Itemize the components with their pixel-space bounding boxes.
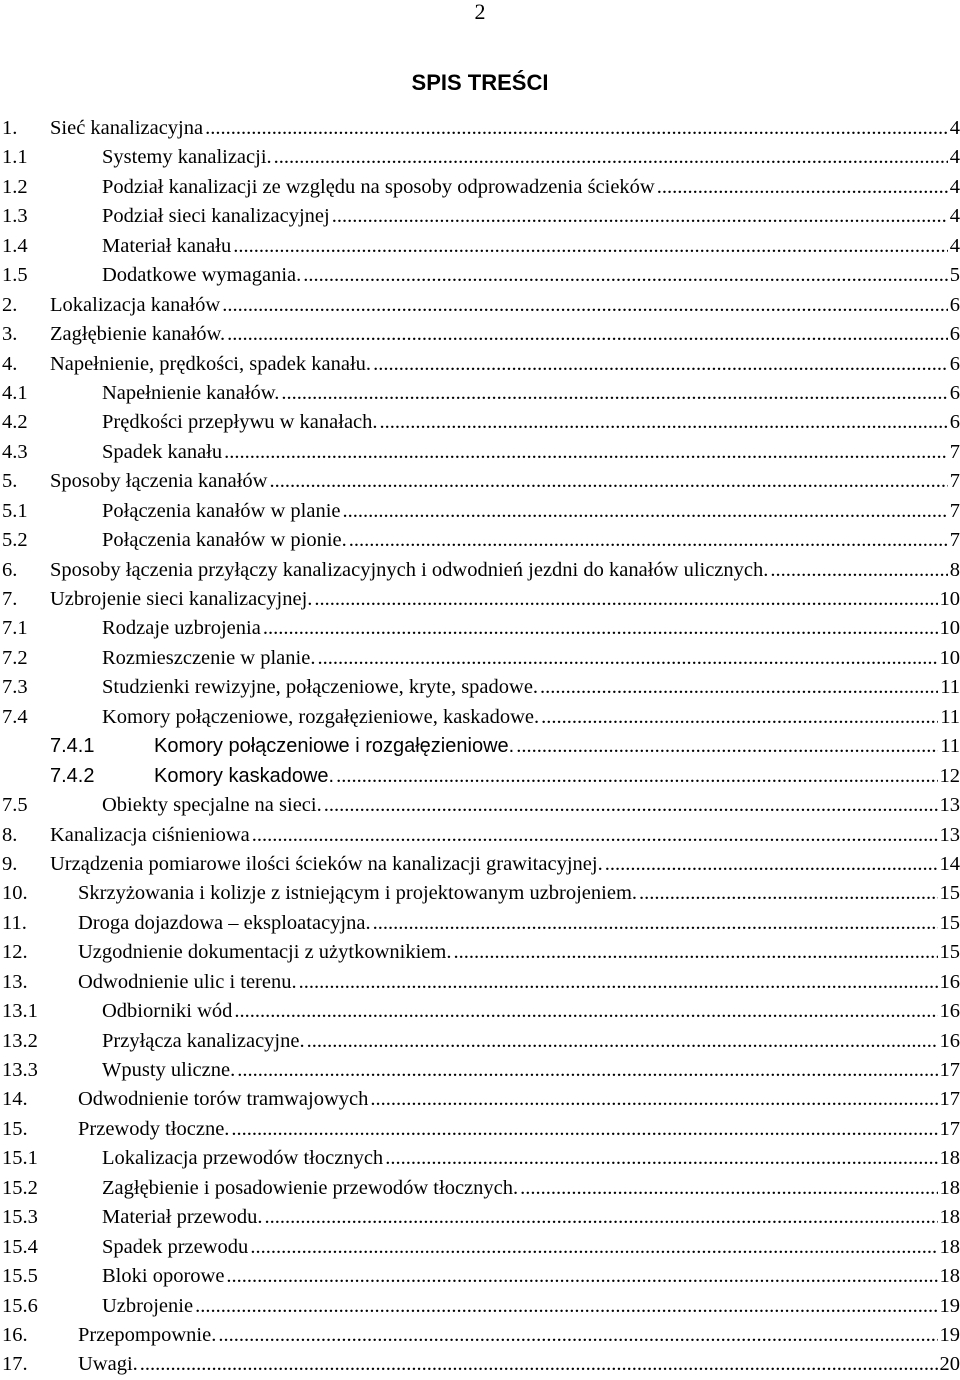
- toc-entry[interactable]: [2, 173, 960, 202]
- toc-entry-number: 15.1: [2, 1144, 38, 1173]
- toc-entry-page: 17: [938, 1115, 960, 1144]
- toc-entry-number: 13.: [2, 968, 28, 997]
- toc-entry-number: 11.: [2, 909, 27, 938]
- toc-entry-title: Sieć kanalizacyjna: [50, 114, 205, 143]
- toc-entry[interactable]: [2, 1144, 960, 1173]
- toc-entry-number: 7.4.1: [50, 732, 94, 761]
- toc-entry-page: 16: [938, 997, 960, 1026]
- toc-leader-dots: [349, 526, 948, 555]
- toc-entry-number: 8.: [2, 821, 17, 850]
- toc-entry[interactable]: [2, 732, 960, 761]
- toc-entry-page: 4: [948, 173, 960, 202]
- toc-entry[interactable]: [2, 379, 960, 408]
- toc-entry-title: Skrzyżowania i kolizje z istniejącym i projektowanym uzbrojeniem.: [78, 879, 639, 908]
- toc-entry-title: Bloki oporowe: [102, 1262, 226, 1291]
- toc-entry-page: 12: [938, 762, 960, 791]
- toc-entry-number: 7.1: [2, 614, 28, 643]
- toc-leader-dots: [336, 762, 937, 791]
- toc-entry[interactable]: [2, 556, 960, 585]
- toc-entry-title: Komory połączeniowe, rozgałęzieniowe, kaskadowe.: [102, 703, 541, 732]
- toc-entry-title: Rodzaje uzbrojenia: [102, 614, 263, 643]
- toc-entry[interactable]: [2, 143, 960, 172]
- toc-entry-title: Przepompownie.: [78, 1321, 218, 1350]
- toc-entry-page: 11: [938, 732, 960, 761]
- toc-entry-number: 13.1: [2, 997, 38, 1026]
- toc-leader-dots: [265, 1203, 938, 1232]
- toc-entry[interactable]: [2, 1056, 960, 1085]
- toc-entry-number: 7.4.2: [50, 762, 94, 791]
- toc-entry[interactable]: [2, 821, 960, 850]
- toc-entry-title: Rozmieszczenie w planie.: [102, 644, 317, 673]
- toc-entry-page: 18: [938, 1233, 960, 1262]
- toc-entry[interactable]: [2, 644, 960, 673]
- toc-entry-page: 17: [938, 1085, 960, 1114]
- toc-entry-title: Materiał kanału: [102, 232, 233, 261]
- toc-entry[interactable]: [2, 879, 960, 908]
- toc-entry-page: 17: [938, 1056, 960, 1085]
- toc-leader-dots: [205, 114, 948, 143]
- toc-entry[interactable]: [2, 968, 960, 997]
- toc-entry-page: 7: [948, 467, 960, 496]
- toc-entry-page: 13: [938, 821, 960, 850]
- toc-entry-title: Systemy kanalizacji.: [102, 143, 274, 172]
- toc-entry[interactable]: [2, 850, 960, 879]
- toc-entry-number: 6.: [2, 556, 17, 585]
- toc-entry-number: 15.3: [2, 1203, 38, 1232]
- toc-leader-dots: [540, 673, 938, 702]
- toc-entry-title: Przyłącza kanalizacyjne.: [102, 1027, 307, 1056]
- toc-leader-dots: [226, 1262, 937, 1291]
- toc-entry-page: 6: [948, 291, 960, 320]
- toc-leader-dots: [269, 467, 947, 496]
- toc-entry[interactable]: [2, 791, 960, 820]
- toc-entry-title: Zagłębienie kanałów.: [50, 320, 227, 349]
- toc-entry-number: 13.3: [2, 1056, 38, 1085]
- toc-entry-title: Połączenia kanałów w planie: [102, 497, 343, 526]
- toc-entry-title: Odbiorniki wód: [102, 997, 234, 1026]
- toc-entry-page: 4: [948, 232, 960, 261]
- toc-entry-page: 7: [948, 526, 960, 555]
- toc-leader-dots: [274, 143, 948, 172]
- toc-leader-dots: [541, 703, 938, 732]
- toc-leader-dots: [234, 997, 937, 1026]
- toc-entry-title: Sposoby łączenia przyłączy kanalizacyjnych i odwodnień jezdni do kanałów ulicznych.: [50, 556, 770, 585]
- toc-entry[interactable]: [2, 467, 960, 496]
- toc-entry-page: 11: [938, 673, 960, 702]
- toc-leader-dots: [263, 614, 938, 643]
- toc-entry[interactable]: [2, 291, 960, 320]
- toc-leader-dots: [250, 1233, 937, 1262]
- toc-title: SPIS TREŚCI: [0, 70, 960, 96]
- toc-entry[interactable]: [2, 1027, 960, 1056]
- toc-entry-title: Napełnienie kanałów.: [102, 379, 281, 408]
- toc-entry-title: Uwagi.: [78, 1350, 140, 1379]
- toc-entry[interactable]: [2, 585, 960, 614]
- toc-entry-title: Urządzenia pomiarowe ilości ścieków na kanalizacji grawitacyjnej.: [50, 850, 605, 879]
- toc-entry-number: 7.5: [2, 791, 28, 820]
- toc-entry-title: Lokalizacja kanałów: [50, 291, 222, 320]
- toc-entry-title: Zagłębienie i posadowienie przewodów tłocznych.: [102, 1174, 520, 1203]
- toc-entry[interactable]: [2, 673, 960, 702]
- toc-leader-dots: [516, 732, 938, 761]
- toc-entry-number: 1.1: [2, 143, 28, 172]
- toc-entry-number: 7.: [2, 585, 17, 614]
- toc-entry-title: Komory kaskadowe.: [154, 762, 336, 791]
- toc-leader-dots: [140, 1350, 938, 1379]
- toc-entry-page: 14: [938, 850, 960, 879]
- toc-entry-title: Materiał przewodu.: [102, 1203, 265, 1232]
- toc-entry-page: 6: [948, 379, 960, 408]
- toc-entry-title: Obiekty specjalne na sieci.: [102, 791, 324, 820]
- toc-entry-number: 4.2: [2, 408, 28, 437]
- toc-entry-number: 2.: [2, 291, 17, 320]
- toc-leader-dots: [605, 850, 938, 879]
- toc-entry-number: 14.: [2, 1085, 28, 1114]
- toc-entry-title: Przewody tłoczne.: [78, 1115, 231, 1144]
- toc-entry-number: 7.2: [2, 644, 28, 673]
- toc-leader-dots: [324, 791, 938, 820]
- toc-entry-number: 15.4: [2, 1233, 38, 1262]
- toc-leader-dots: [237, 1056, 937, 1085]
- toc-entry-page: 10: [938, 585, 960, 614]
- toc-entry[interactable]: [2, 350, 960, 379]
- toc-entry-title: Prędkości przepływu w kanałach.: [102, 408, 380, 437]
- toc-leader-dots: [281, 379, 947, 408]
- toc-entry-number: 4.1: [2, 379, 28, 408]
- toc-entry-number: 1.2: [2, 173, 28, 202]
- toc-entry-number: 13.2: [2, 1027, 38, 1056]
- toc-entry[interactable]: [2, 938, 960, 967]
- toc-entry-title: Spadek przewodu: [102, 1233, 250, 1262]
- toc-entry-title: Wpusty uliczne.: [102, 1056, 237, 1085]
- toc-entry[interactable]: [2, 261, 960, 290]
- toc-entry[interactable]: [2, 1350, 960, 1379]
- toc-entry[interactable]: [2, 909, 960, 938]
- toc-entry-number: 15.: [2, 1115, 28, 1144]
- toc-entry[interactable]: [2, 703, 960, 732]
- toc-entry-number: 1.4: [2, 232, 28, 261]
- toc-entry[interactable]: [2, 1233, 960, 1262]
- toc-entry-page: 19: [938, 1292, 960, 1321]
- toc-entry-number: 4.3: [2, 438, 28, 467]
- toc-entry-title: Sposoby łączenia kanałów: [50, 467, 269, 496]
- toc-entry-number: 1.5: [2, 261, 28, 290]
- toc-entry-number: 4.: [2, 350, 17, 379]
- toc-entry-title: Odwodnienie ulic i terenu.: [78, 968, 299, 997]
- toc-entry-page: 18: [938, 1144, 960, 1173]
- toc-entry[interactable]: [2, 1321, 960, 1350]
- toc-entry-title: Odwodnienie torów tramwajowych: [78, 1085, 370, 1114]
- toc-entry-title: Komory połączeniowe i rozgałęzieniowe.: [154, 732, 516, 761]
- toc-entry[interactable]: [2, 1203, 960, 1232]
- toc-entry[interactable]: [2, 526, 960, 555]
- toc-entry-page: 18: [938, 1203, 960, 1232]
- toc-entry[interactable]: [2, 320, 960, 349]
- toc-entry-number: 5.: [2, 467, 17, 496]
- toc-entry[interactable]: [2, 438, 960, 467]
- toc-entry-title: Napełnienie, prędkości, spadek kanału.: [50, 350, 373, 379]
- toc-entry-title: Spadek kanału: [102, 438, 224, 467]
- toc-entry-title: Dodatkowe wymagania.: [102, 261, 303, 290]
- toc-leader-dots: [639, 879, 937, 908]
- toc-leader-dots: [303, 261, 948, 290]
- toc-entry[interactable]: [2, 202, 960, 231]
- toc-leader-dots: [195, 1292, 937, 1321]
- toc-entry-title: Uzbrojenie: [102, 1292, 195, 1321]
- toc-entry-page: 18: [938, 1262, 960, 1291]
- toc-entry-page: 4: [948, 114, 960, 143]
- toc-leader-dots: [299, 968, 938, 997]
- toc-entry[interactable]: [2, 1115, 960, 1144]
- toc-entry-page: 20: [938, 1350, 960, 1379]
- toc-entry-page: 6: [948, 350, 960, 379]
- toc-leader-dots: [224, 438, 948, 467]
- toc-entry-page: 5: [948, 261, 960, 290]
- page-number: 2: [0, 0, 960, 24]
- toc-leader-dots: [385, 1144, 937, 1173]
- toc-leader-dots: [307, 1027, 938, 1056]
- toc-entry-page: 13: [938, 791, 960, 820]
- toc-entry-page: 15: [938, 938, 960, 967]
- toc-entry-number: 17.: [2, 1350, 28, 1379]
- toc-entry[interactable]: [2, 1085, 960, 1114]
- toc-entry-page: 4: [948, 202, 960, 231]
- toc-entry-number: 15.5: [2, 1262, 38, 1291]
- toc-leader-dots: [657, 173, 948, 202]
- toc-leader-dots: [770, 556, 947, 585]
- toc-entry-title: Podział sieci kanalizacyjnej: [102, 202, 332, 231]
- toc-entry[interactable]: [2, 1174, 960, 1203]
- toc-entry-page: 10: [938, 644, 960, 673]
- toc-leader-dots: [218, 1321, 937, 1350]
- toc-entry-number: 9.: [2, 850, 17, 879]
- toc-entry-page: 15: [938, 879, 960, 908]
- toc-entry-title: Uzbrojenie sieci kanalizacyjnej.: [50, 585, 314, 614]
- toc-entry-number: 5.2: [2, 526, 28, 555]
- toc-entry-title: Studzienki rewizyjne, połączeniowe, kryte, spadowe.: [102, 673, 540, 702]
- toc-entry[interactable]: [2, 762, 960, 791]
- toc-leader-dots: [373, 350, 948, 379]
- toc-entry-page: 8: [948, 556, 960, 585]
- toc-entry-number: 5.1: [2, 497, 28, 526]
- toc-entry[interactable]: [2, 997, 960, 1026]
- toc-leader-dots: [231, 1115, 937, 1144]
- toc-entry[interactable]: [2, 408, 960, 437]
- toc-entry-number: 16.: [2, 1321, 28, 1350]
- toc-entry-title: Kanalizacja ciśnieniowa: [50, 821, 252, 850]
- toc-leader-dots: [370, 1085, 937, 1114]
- toc-leader-dots: [453, 938, 937, 967]
- toc-leader-dots: [317, 644, 937, 673]
- toc-entry-number: 7.4: [2, 703, 28, 732]
- toc-entry-page: 16: [938, 968, 960, 997]
- toc-entry[interactable]: [2, 232, 960, 261]
- toc-leader-dots: [252, 821, 938, 850]
- toc-leader-dots: [332, 202, 948, 231]
- toc-entry-page: 18: [938, 1174, 960, 1203]
- toc-entry[interactable]: [2, 497, 960, 526]
- toc-entry[interactable]: [2, 114, 960, 143]
- toc-entry-number: 10.: [2, 879, 28, 908]
- toc-entry-page: 6: [948, 320, 960, 349]
- toc-entry-title: Podział kanalizacji ze względu na sposoby odprowadzenia ścieków: [102, 173, 657, 202]
- toc-leader-dots: [343, 497, 948, 526]
- toc-entry-title: Droga dojazdowa – eksploatacyjna.: [78, 909, 373, 938]
- toc-entry-number: 12.: [2, 938, 28, 967]
- toc-entry-number: 15.6: [2, 1292, 38, 1321]
- toc-entry-title: Uzgodnienie dokumentacji z użytkownikiem.: [78, 938, 453, 967]
- toc-entry-page: 16: [938, 1027, 960, 1056]
- toc-entry-page: 10: [938, 614, 960, 643]
- toc-leader-dots: [227, 320, 948, 349]
- toc-leader-dots: [373, 909, 938, 938]
- table-of-contents: [2, 114, 960, 1380]
- toc-entry[interactable]: [2, 614, 960, 643]
- toc-entry[interactable]: [2, 1292, 960, 1321]
- toc-entry-page: 19: [938, 1321, 960, 1350]
- toc-entry-number: 3.: [2, 320, 17, 349]
- toc-entry-title: Lokalizacja przewodów tłocznych: [102, 1144, 385, 1173]
- toc-entry-page: 11: [938, 703, 960, 732]
- toc-entry-number: 15.2: [2, 1174, 38, 1203]
- toc-entry-page: 4: [948, 143, 960, 172]
- toc-entry-page: 6: [948, 408, 960, 437]
- toc-leader-dots: [520, 1174, 937, 1203]
- toc-leader-dots: [222, 291, 948, 320]
- toc-entry-number: 7.3: [2, 673, 28, 702]
- toc-entry[interactable]: [2, 1262, 960, 1291]
- toc-entry-title: Połączenia kanałów w pionie.: [102, 526, 349, 555]
- toc-leader-dots: [314, 585, 937, 614]
- toc-entry-page: 15: [938, 909, 960, 938]
- toc-entry-page: 7: [948, 497, 960, 526]
- toc-entry-page: 7: [948, 438, 960, 467]
- toc-entry-number: 1.: [2, 114, 17, 143]
- toc-entry-number: 1.3: [2, 202, 28, 231]
- toc-leader-dots: [233, 232, 948, 261]
- toc-leader-dots: [380, 408, 948, 437]
